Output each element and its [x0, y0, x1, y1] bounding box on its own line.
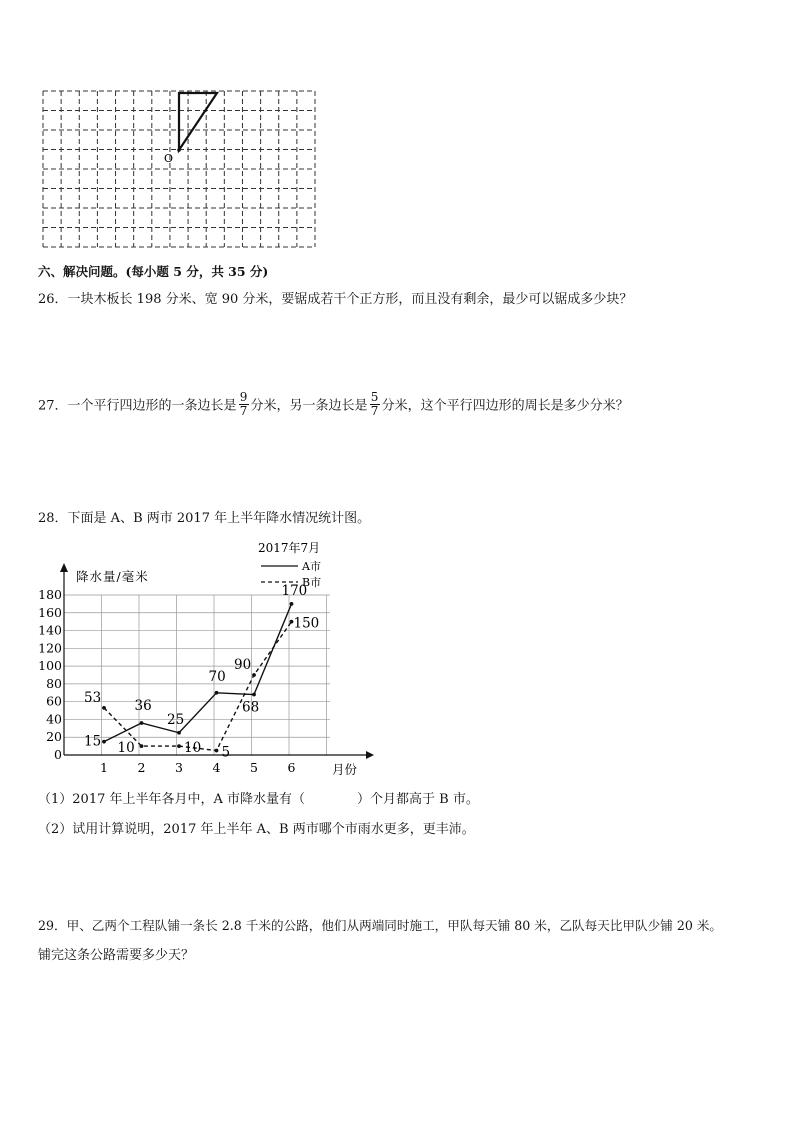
question-28-sub2: （2）试用计算说明，2017 年上半年 A、B 两市哪个市雨水更多，更丰沛。 [38, 822, 475, 837]
series-a-data-label: 68 [242, 699, 260, 716]
series-a-point [215, 691, 219, 695]
x-tick-label: 2 [137, 760, 146, 775]
q27-text-3: 分米，这个平行四边形的周长是多少分米？ [381, 398, 629, 414]
x-tick-label: 5 [250, 760, 258, 775]
series-b-line [104, 622, 292, 751]
y-tick-label: 120 [38, 640, 62, 656]
series-b-data-label: 5 [221, 744, 231, 761]
y-tick-label: 80 [46, 675, 62, 691]
y-tick-label: 160 [38, 604, 62, 620]
series-b-point [102, 706, 106, 710]
question-29-line1: 29．甲、乙两个工程队铺一条长 2.8 千米的公路，他们从两端同时施工，甲队每天铺 80 米，乙队每天比甲队少铺 20 米。 [38, 918, 723, 933]
chart-title: 2017年7月 [258, 541, 321, 555]
legend-label-a: A市 [302, 560, 321, 573]
fraction-denominator: 7 [370, 403, 379, 418]
rainfall-line-chart [36, 536, 376, 782]
y-tick-label: 20 [46, 729, 62, 745]
series-a-data-label: 25 [167, 711, 185, 728]
x-tick-label: 1 [100, 760, 108, 775]
question-27 [38, 390, 629, 419]
question-26: 26．一块木板长 198 分米、宽 90 分米，要锯成若干个正方形，而且没有剩余，最少可以锯成多少块？ [38, 292, 633, 307]
x-tick-label: 3 [175, 760, 183, 775]
question-28-sub1: （1）2017 年上半年各月中，A 市降水量有（ ）个月都高于 B 市。 [38, 792, 479, 807]
y-tick-label: 180 [38, 587, 62, 602]
fraction-denominator: 7 [239, 403, 248, 418]
series-a-data-label: 36 [134, 698, 152, 714]
series-a-line [104, 604, 292, 742]
y-tick-label: 40 [46, 711, 62, 727]
question-29-line2: 铺完这条公路需要多少天？ [38, 948, 195, 963]
series-b-point [215, 749, 219, 753]
series-b-data-label: 53 [84, 689, 102, 706]
point-o-label: O [164, 152, 174, 165]
fraction-5-7 [370, 391, 380, 417]
y-tick-label: 140 [38, 622, 62, 638]
x-axis-arrow [366, 751, 374, 759]
q27-text-1: 27．一个平行四边形的一条边长是 [38, 398, 237, 414]
point-o-dot [177, 148, 181, 152]
y-axis-arrow [60, 563, 68, 572]
series-b-point [140, 744, 144, 748]
series-a-point [252, 693, 256, 697]
y-tick-label: 100 [38, 658, 62, 674]
x-tick-label: 4 [212, 760, 221, 775]
series-b-data-label: 150 [293, 615, 320, 632]
question-28-intro: 28．下面是 A、B 两市 2017 年上半年降水情况统计图。 [38, 511, 371, 526]
series-b-data-label: 10 [184, 740, 202, 757]
series-a-point [177, 731, 181, 735]
series-b-data-label: 90 [234, 657, 252, 673]
fraction-numerator: 5 [370, 390, 379, 404]
series-b-point [177, 744, 181, 748]
series-b-data-label: 10 [117, 740, 135, 757]
series-a-point [290, 602, 294, 606]
fraction-9-7 [239, 391, 249, 417]
series-a-data-label: 170 [281, 582, 308, 599]
series-a-point [140, 721, 144, 725]
x-tick-label: 6 [287, 760, 296, 775]
y-tick-label: 0 [54, 747, 62, 762]
series-b-point [252, 673, 256, 677]
grid-figure [40, 88, 320, 250]
series-a-data-label: 70 [208, 668, 226, 685]
series-a-point [102, 740, 106, 744]
series-a-data-label: 15 [84, 733, 102, 750]
q27-text-2: 分米，另一条边长是 [250, 398, 368, 414]
y-tick-label: 60 [46, 693, 62, 709]
x-axis-label: 月份 [332, 762, 358, 777]
y-axis-label: 降水量/毫米 [76, 569, 149, 584]
section-heading: 六、解决问题。(每小题 5 分，共 35 分) [38, 264, 269, 279]
fraction-numerator: 9 [239, 390, 248, 404]
legend-label-b: B市 [302, 576, 322, 589]
right-triangle [179, 93, 217, 150]
